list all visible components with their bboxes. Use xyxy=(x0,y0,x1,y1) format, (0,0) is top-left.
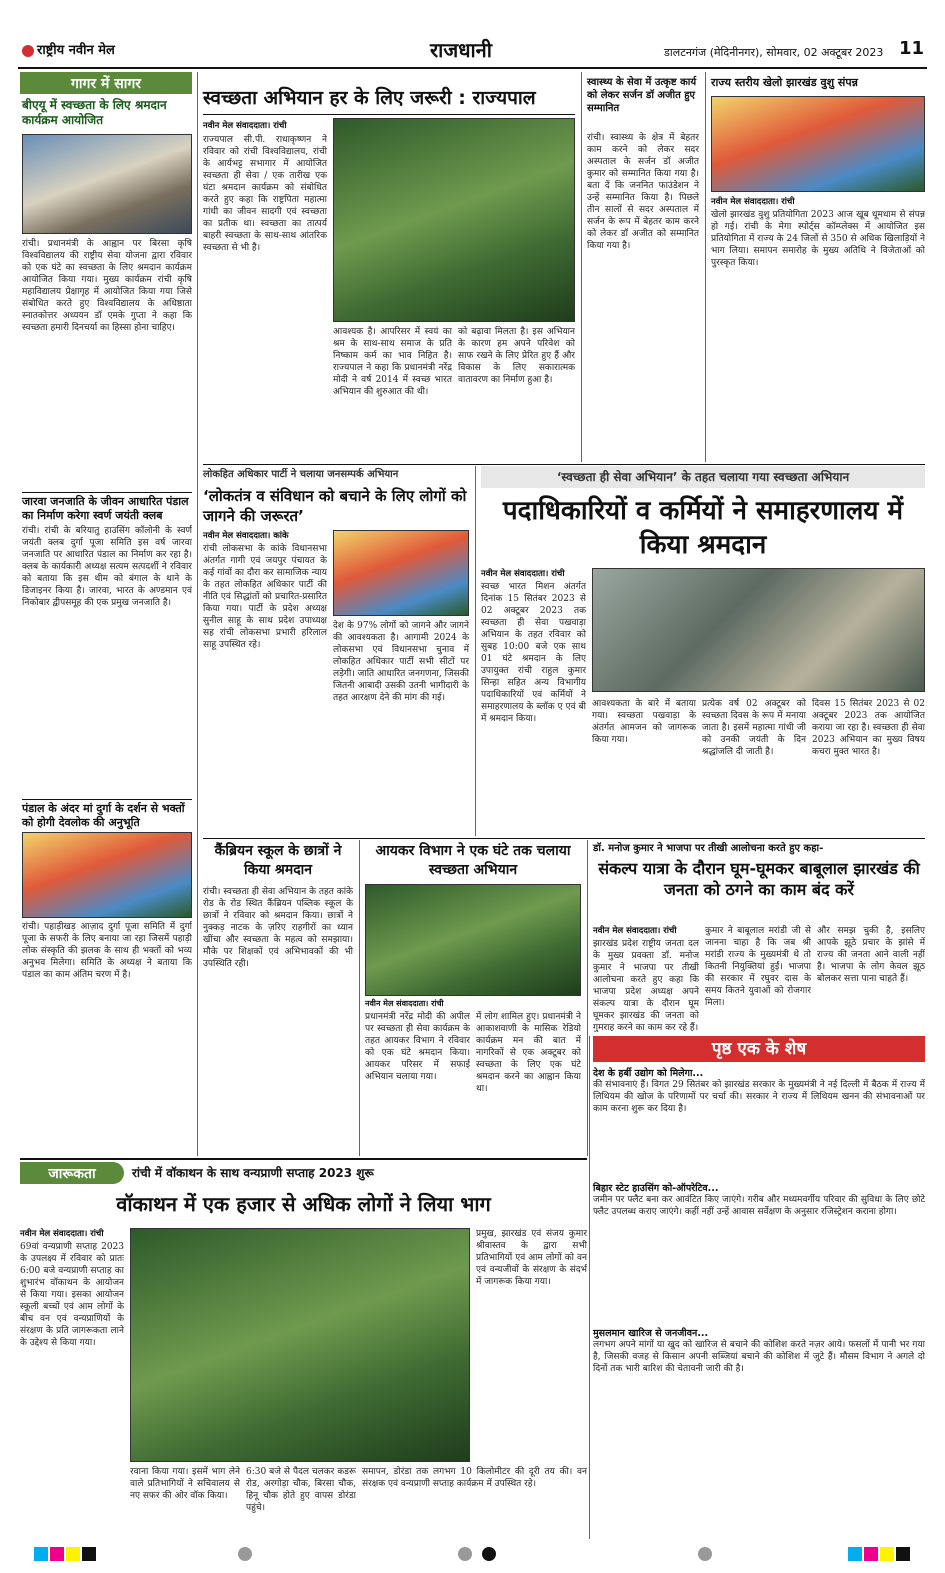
story-body-bau: रांची। प्रधानमंत्री के आह्वान पर बिरसा कृषि विश्वविद्यालय की राष्ट्रीय सेवा योजना द्वारा रविवार को एक घंटे का स्वच्छता के लिए श्रमदान कार्यक्रम आयोजित किया गया। मुख्य कार्यक्रम रांची कृषि महाविद्यालय प्रेक्षागृह में आयोजित किया गया जिसे संबोधित करते हुए विश्वविद्यालय के अधिष्ठाता स्नातकोत्तर अध्ययन डॉ एमके गुप्ता ने कहा कि स्वच्छता हमारी दिनचर्या का हिस्सा होना चाहिए। xyxy=(22,239,192,333)
column-divider-1 xyxy=(197,72,198,1156)
lead-body-b: आवश्यक है। आपरिसर में स्वयं का श्रम के साथ-साथ समाज के प्रति निष्काम कर्म का भाव निहित है। राज्यपाल ने कहा कि प्रधानमंत्री नरेंद्र मोदी ने वर्ष 2014 में स्वच्छ भारत अभियान की शुरुआत की थी। xyxy=(333,327,452,397)
manoj-body-c: और समझ चुकी है, इसलिए आपके झूठे प्रचार के झांसे में राज्य की जनता आने वाली नहीं है। भाजपा के लोग केवल झूठ बोलकर सत्ता पाना चाहते हैं। xyxy=(817,926,925,984)
lokhit-byline: नवीन मेल संवाददाता। कांके xyxy=(203,531,289,541)
shesh-headline-1: देश के हर्बी उद्योग को मिलेगा... xyxy=(593,1068,704,1079)
walkathon-headline: वॉकाथन में एक हजार से अधिक लोगों ने लिया भाग xyxy=(116,1192,491,1216)
walkathon-caption-b: 6:30 बजे से पैदल चलकर कडरू रोड, अरगोड़ा चौक, बिरसा चौक, हिनू चौक होते हुए वापस डोरंडा पहुंचे। xyxy=(246,1467,356,1513)
walkathon-top-rule xyxy=(20,1158,587,1160)
walkathon-caption: रवाना किया गया। इसमें भाग लेने वाले प्रतिभागियों ने सचिवालय से नए सफर की ओर वॉक किया। xyxy=(130,1467,240,1501)
shesh-headline-2: बिहार स्टेट हाउसिंग को-ऑपरेटिव... xyxy=(593,1183,719,1194)
story-body-durga: रांची। पहाड़ीखड़ आज़ाद दुर्गा पूजा समिति में दुर्गा पूजा के सफरी के लिए बनाया जा रहा जिसमें पहाड़ी लोक संस्कृति की झलक के साथ ही भक्तों को भव्य अनुभव मिलेगा। समिति के अध्यक्ष ने बताया कि पंडाल का काम अंतिम चरण में है। xyxy=(22,922,192,980)
collectorate-body-c: प्रत्येक वर्ष 02 अक्टूबर को स्वच्छता दिवस के रूप में मनाया जाता है। इसमें महात्मा गांधी जी को उनकी जयंती के दिन श्रद्धांजलि दी जाती है। xyxy=(702,699,806,757)
mid-top-rule xyxy=(203,464,925,465)
story-body-wushu: खेलो झारखंड वुशु प्रतियोगिता 2023 आज खूब धूमधाम से संपन्न हो गई। रांची के मेगा स्पोर्ट्स कॉम्प्लेक्स में आयोजित इस प्रतियोगिता में राज्य के 24 जिलों से 350 से अधिक खिलाड़ियों ने भाग लिया। समापन समारोह के मुख्य अतिथि ने विजेताओं को पुरस्कृत किया। xyxy=(711,210,925,268)
gray-mark xyxy=(238,1547,252,1561)
shesh-banner: पृष्ठ एक के शेष xyxy=(593,1036,925,1062)
color-mark-black xyxy=(82,1547,96,1561)
section-title: राजधानी xyxy=(430,38,492,62)
column-divider-3 xyxy=(705,72,706,462)
lead-photo xyxy=(333,118,575,322)
logo-icon xyxy=(22,45,34,57)
lokhit-body-b: देश के 97% लोगों को जागने और जागने की आवश्यकता है। आगामी 2024 के लोकसभा एवं विधानसभा चुनाव में लोकहित अधिकार पार्टी सभी सीटों पर लड़ेगी। जाति आधारित जनगणना, जिसकी जितनी आबादी उसकी उतनी भागीदारी के तहत आरक्षण देने की मांग की गई। xyxy=(333,621,469,703)
story-headline-wushu: राज्य स्तरीय खेलो झारखंड वुशु संपन्न xyxy=(711,76,858,89)
story-headline-jarwa: जारवा जनजाति के जीवन आधारित पंडाल का निर्माण करेगा स्वर्ण जयंती क्लब xyxy=(22,495,189,522)
manoj-body-b: कुमार ने बाबूलाल मरांडी जी से जानना चाहा है कि जब श्री मरांडी राज्य के मुख्यमंत्री थे तो कितनी नियुक्तियां हुईं। भाजपा की सरकार में रघुवर दास के समय कितने युवाओं को रोजगार मिला। xyxy=(705,926,811,1008)
walkathon-kicker: रांची में वॉकाथन के साथ वन्यप्राणी सप्ताह 2023 शुरू xyxy=(132,1166,374,1180)
logo-text: राष्ट्रीय नवीन मेल xyxy=(37,43,115,58)
shesh-body-1: की संभावनाएं हैं। विगत 29 सितंबर को झारखंड सरकार के मुख्यमंत्री ने नई दिल्ली में बैठक में राज्य में लिथियम की खोज के परिणामों पर चर्चा की। सरकार ने राज्य में लिथियम खनन की संभावनाओं पर काम करना शुरू कर दिया है। xyxy=(593,1080,925,1114)
manoj-body: झारखंड प्रदेश राष्ट्रीय जनता दल के मुख्य प्रवक्ता डॉ. मनोज कुमार ने भाजपा पर तीखी आलोचना करते हुए कहा कि भाजपा प्रदेश अध्यक्ष अपने संकल्प यात्रा के दौरान घूम घूमकर झारखंड की जनता को गुमराह करने का काम कर रहे हैं। xyxy=(593,939,699,1032)
walkathon-byline: नवीन मेल संवाददाता। रांची xyxy=(20,1229,104,1239)
cambrian-headline: कैंब्रियन स्कूल के छात्रों ने किया श्रमदान xyxy=(214,843,342,878)
walkathon-photo xyxy=(130,1228,470,1462)
collectorate-body: स्वच्छ भारत मिशन अंतर्गत दिनांक 15 सितंबर 2023 से 02 अक्टूबर 2023 तक स्वच्छता ही सेवा पखवाड़ा अभियान के तहत रविवार को सुबह 10:00 बजे एक साथ 01 घंटे श्रमदान के लिए उपायुक्त रांची राहुल कुमार सिन्हा सहित अन्य विभागीय पदाधिकारियों एवं कर्मियों ने समाहरणालय के ब्लॉक ए एवं बी में श्रमदान किया। xyxy=(481,582,586,724)
column-divider-6 xyxy=(587,840,588,1156)
shesh-headline-3: मुसलमान खारिज से जनजीवन... xyxy=(593,1328,709,1339)
story-photo-bau xyxy=(22,134,192,234)
story-body-ajeet: रांची। स्वास्थ्य के क्षेत्र में बेहतर काम करने को लेकर सदर अस्पताल के सर्जन डॉ अजीत कुमार को सम्मानित किया गया है। बता दें कि जननित फाउंडेशन ने उन्हें सम्मानित किया है। पिछले तीन सालों से सदर अस्पताल में सर्जन के रूप में बेहतर काम करने को लेकर डॉ अजीत को सम्मानित किया गया है। xyxy=(587,133,699,251)
shesh-body-3: लगभग अपने मांगों या खुद को खारिज से बचाने की कोशिश करते नज़र आये। फसलों में पानी भर गया है, जिसकी वजह से किसान अपनी सब्जियां बचाने की कोशिश में जुटे हैं। मौसम विभाग ने अगले दो दिनों तक भारी बारिश की चेतावनी जारी की है। xyxy=(593,1340,925,1374)
gray-mark xyxy=(458,1547,472,1561)
tax-caption: नवीन मेल संवाददाता। रांची xyxy=(365,998,581,1009)
lokhit-photo xyxy=(333,530,469,616)
story-headline-bau: बीएयू में स्वच्छता के लिए श्रमदान कार्यक्रम आयोजित xyxy=(22,98,167,127)
tax-body-b: में लोग शामिल हुए। प्रधानमंत्री ने आकाशवाणी के मासिक रेडियो कार्यक्रम मन की बात में नागरिकों से एक अक्टूबर को स्वच्छता के लिए एक घंटे श्रमदान करने का आह्वान किया था। xyxy=(476,1012,581,1094)
lead-headline-rule xyxy=(203,114,575,115)
color-mark-yellow xyxy=(66,1547,80,1561)
manoj-kicker: डॉ. मनोज कुमार ने भाजपा पर तीखी आलोचना करते हुए कहा- xyxy=(593,843,824,854)
section-banner-gagar: गागर में सागर xyxy=(20,72,192,94)
collectorate-headline: पदाधिकारियों व कर्मियों ने समाहरणालय में किया श्रमदान xyxy=(502,496,904,560)
collectorate-body-d: दिवस 15 सितंबर 2023 से 02 अक्टूबर 2023 तक आयोजित कराया जा रहा है। स्वच्छता ही सेवा 2023 अभियान का मुख्य विषय कचरा मुक्त भारत है। xyxy=(812,699,925,757)
story-byline-wushu: नवीन मेल संवाददाता। रांची xyxy=(711,197,795,207)
cambrian-body: रांची। स्वच्छता ही सेवा अभियान के तहत कांके रोड के रोड स्थित कैंब्रियन पब्लिक स्कूल के छात्रों ने रविवार को श्रमदान किया। छात्रों ने नुक्कड़ नाटक के ज़रिए राहगीरों का ध्यान खींचा और स्वच्छता के महत्व को समझाया। मौके पर शिक्षकों एवं अभिभावकों की भी उपस्थिति रही। xyxy=(203,887,353,969)
black-mark xyxy=(482,1547,496,1561)
lokhit-body: रांची लोकसभा के कांके विधानसभा अंतर्गत गागी एवं जयपुर पंचायत के कई गांवों का दौरा कर सामाजिक न्याय के तहत लोकहित अधिकार पार्टी की नीति एवं सिद्धांतों को प्रचारित-प्रसारित किया गया। पार्टी के प्रदेश अध्यक्ष सुनील साहू के साथ प्रदेश उपाध्यक्ष सह रांची लोकसभा प्रभारी हरिलाल साहू उपस्थित रहे। xyxy=(203,544,327,650)
gray-mark xyxy=(698,1547,712,1561)
manoj-headline: संकल्प यात्रा के दौरान घूम-घूमकर बाबूलाल झारखंड की जनता को ठगने का काम बंद करें xyxy=(598,859,920,899)
registration-marks xyxy=(18,1544,927,1564)
color-mark-magenta xyxy=(50,1547,64,1561)
collectorate-kicker: ‘स्वच्छता ही सेवा अभियान’ के तहत चलाया गया स्वच्छता अभियान xyxy=(481,466,925,488)
color-mark-yellow xyxy=(880,1547,894,1561)
color-mark-cyan xyxy=(34,1547,48,1561)
walkathon-body-b: प्रमुख, झारखंड एवं संजय कुमार श्रीवास्तव के द्वारा सभी प्रतिभागियों एवं आम लोगों को वन एवं वन्यजीवों के संरक्षण के संदर्भ में जागरूक किया गया। xyxy=(476,1229,587,1287)
walkathon-banner: जारूकता xyxy=(20,1162,124,1184)
story-headline-ajeet: स्वास्थ्य के सेवा में उत्कृष्ट कार्य को लेकर सर्जन डॉ अजीत हुए सम्मानित xyxy=(587,77,697,114)
lead-body: राज्यपाल सी.पी. राधाकृष्णन ने रविवार को रांची विश्वविद्यालय, रांची के आर्यभट्ट सभागार में आयोजित स्वच्छता ही सेवा / एक तारीख एक घंटा श्रमदान कार्यक्रम को संबोधित करते हुए कहा कि राष्ट्रपिता महात्मा गांधी का जीवन सादगी एवं स्वच्छता का प्रतीक था। स्वच्छता का तात्पर्य बाहरी स्वच्छता के साथ-साथ आंतरिक स्वच्छता से भी है। xyxy=(203,135,327,253)
collectorate-byline: नवीन मेल संवाददाता। रांची xyxy=(481,569,565,579)
column-divider-7 xyxy=(589,1036,590,1539)
masthead xyxy=(18,36,927,66)
tax-headline: आयकर विभाग ने एक घंटे तक चलाया स्वच्छता अभियान xyxy=(375,843,571,878)
column-divider-2 xyxy=(581,72,582,462)
manoj-byline: नवीन मेल संवाददाता। रांची xyxy=(593,926,677,936)
walkathon-body: 69वां वन्यप्राणी सप्ताह 2023 के उपलक्ष्य में रविवार को प्रातः 6:00 बजे वन्यप्राणी सप्ताह का शुभारंभ वॉकाथन के आयोजन से किया गया। इसका आयोजन स्कूली बच्चों एवं आम लोगों के बीच वन एवं वन्यप्राणियों के संरक्षण के प्रति जागरूकता लाने के उद्देश्य से किया गया। xyxy=(20,1242,124,1348)
story-photo-wushu xyxy=(711,96,925,192)
lead-byline: नवीन मेल संवाददाता। रांची xyxy=(203,121,287,131)
shesh-body-2: जमीन पर फ्लैट बना कर आवंटित किए जाएंगे। गरीब और मध्यमवर्गीय परिवार की सुविधा के लिए छोटे फ्लैट उपलब्ध कराए जाएंगे। कहीं नहीं उन्हें आवास सर्वेक्षण के अनुसार रजिस्ट्रेशन कराना होगा। xyxy=(593,1195,925,1217)
lokhit-headline: ‘लोकतंत्र व संविधान को बचाने के लिए लोगों को जागने की जरूरत’ xyxy=(203,487,467,525)
left-rule-1 xyxy=(22,492,192,493)
mid-bottom-rule xyxy=(203,838,925,839)
dateline: डालटनगंज (मेदिनीनगर), सोमवार, 02 अक्टूबर 2023 xyxy=(664,46,884,59)
collectorate-photo xyxy=(592,568,925,692)
left-rule-2 xyxy=(22,799,192,800)
story-body-jarwa: रांची। रांची के बरियातु हाउसिंग कॉलोनी के स्वर्ण जयंती क्लब दुर्गा पूजा समिति इस वर्ष जारवा जनजाति पर आधारित पंडाल का निर्माण कर रहा है। क्लब के कार्यकारी अध्यक्ष सत्यम सत्पदर्शी ने रविवार को बताया कि इस थीम को बंगाल के थाने के डिजाइनर किया है। जारवा, भारत के अण्डमान एवं निकोबार द्वीपसमूह की एक प्रमुख जनजाति है। xyxy=(22,526,192,608)
page-number: 11 xyxy=(899,38,925,59)
story-headline-durga: पंडाल के अंदर मां दुर्गा के दर्शन से भक्तों को होगी देवलोक की अनुभूति xyxy=(22,802,185,829)
color-mark-magenta xyxy=(864,1547,878,1561)
walkathon-body-c: समापन, डोरंडा तक लगभग 10 किलोमीटर की दूरी तय की। वन संरक्षक एवं वन्यप्राणी सप्ताह कार्यक्रम में उपस्थित रहे। xyxy=(362,1467,587,1489)
column-divider-4 xyxy=(475,466,476,836)
column-divider-5 xyxy=(359,840,360,1156)
story-photo-durga xyxy=(22,832,192,918)
color-mark-cyan xyxy=(848,1547,862,1561)
tax-photo xyxy=(365,884,581,996)
lead-headline: स्वच्छता अभियान हर के लिए जरूरी : राज्यपाल xyxy=(203,87,536,109)
lokhit-kicker: लोकहित अधिकार पार्टी ने चलाया जनसम्पर्क अभियान xyxy=(203,469,399,480)
lead-body-c: को बढ़ावा मिलता है। इस अभियान के कारण हम अपने परिवेश को साफ रखने के लिए प्रेरित हुए हैं और विकास के लिए सकारात्मक वातावरण का निर्माण हुआ है। xyxy=(458,327,575,385)
color-mark-black xyxy=(896,1547,910,1561)
newspaper-logo xyxy=(22,40,115,58)
collectorate-body-b: आवश्यकता के बारे में बताया गया। स्वच्छता पखवाड़ा के अंतर्गत आमजन को जागरूक किया गया। xyxy=(592,699,696,745)
tax-body: प्रधानमंत्री नरेंद्र मोदी की अपील पर स्वच्छता ही सेवा कार्यक्रम के तहत आयकर विभाग ने रविवार को एक घंटे श्रमदान किया। आयकर परिसर में सफाई अभियान चलाया गया। xyxy=(365,1012,470,1082)
masthead-rule xyxy=(18,67,927,69)
